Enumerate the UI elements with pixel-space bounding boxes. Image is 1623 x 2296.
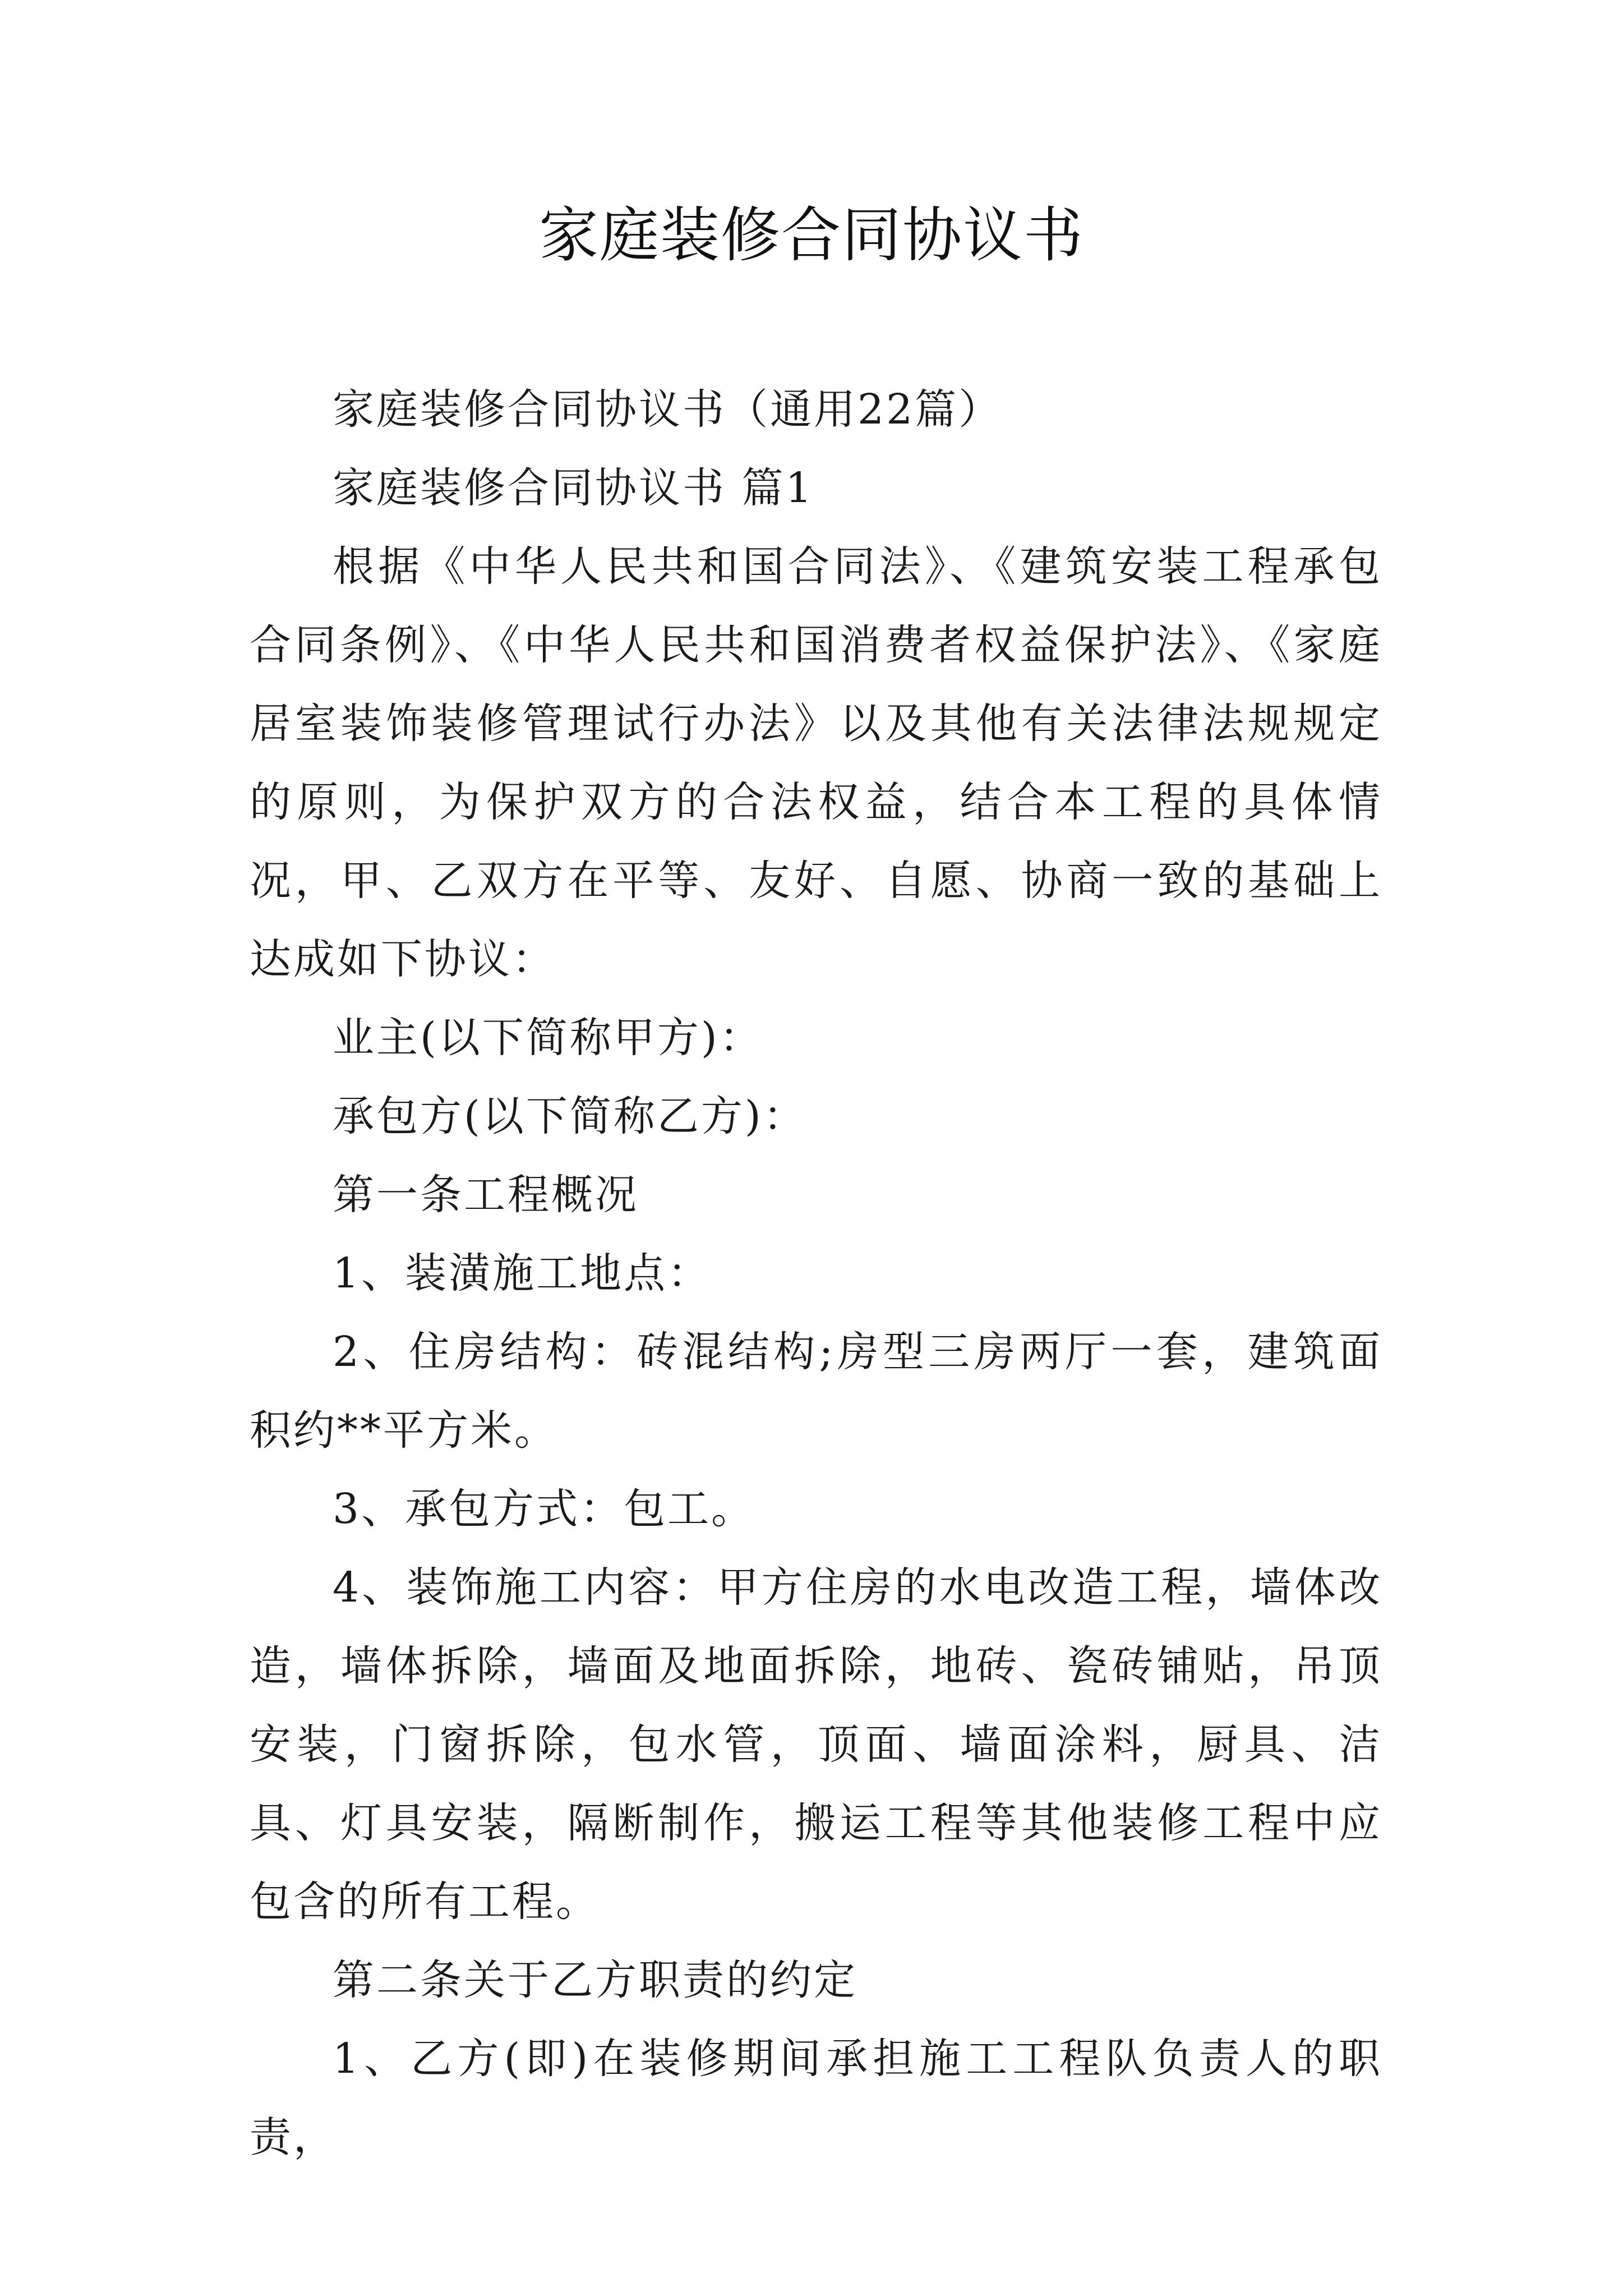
article-1-heading: 第一条工程概况: [333, 1171, 639, 1219]
party-a-line: 业主(以下简称甲方)：: [333, 1014, 763, 1062]
document-body: [250, 370, 1382, 2177]
subtitle-paragraph: 家庭装修合同协议书（通用22篇）: [333, 385, 1003, 434]
clause-2-1: 1、乙方(即)在装修期间承担施工工程队负责人的职责，: [250, 2035, 1382, 2161]
clause-1-2: 2、住房结构：砖混结构;房型三房两厅一套，建筑面积约**平方米。: [250, 1328, 1382, 1455]
clause-1-3: 3、承包方式：包工。: [333, 1485, 755, 1533]
section-heading: 家庭装修合同协议书 篇1: [333, 464, 814, 512]
document-title: 家庭装修合同协议书: [539, 201, 1084, 270]
party-b-line: 承包方(以下简称乙方)：: [333, 1092, 807, 1140]
article-2-heading: 第二条关于乙方职责的约定: [333, 1956, 857, 2004]
clause-1-4: 4、装饰施工内容：甲方住房的水电改造工程，墙体改造，墙体拆除，墙面及地面拆除，地砖、瓷砖铺贴，吊顶安装，门窗拆除，包水管，顶面、墙面涂料，厨具、洁具、灯具安装，隔断制作，搬运工程等其他装修工程中应包含的所有工程。: [250, 1563, 1382, 1926]
clause-1-1: 1、装潢施工地点：: [333, 1249, 712, 1297]
preamble-paragraph: 根据《中华人民共和国合同法》、《建筑安装工程承包合同条例》、《中华人民共和国消费者权益保护法》、《家庭居室装饰装修管理试行办法》以及其他有关法律法规规定的原则，为保护双方的合法权益，结合本工程的具体情况，甲、乙双方在平等、友好、自愿、协商一致的基础上达成如下协议：: [250, 542, 1382, 983]
